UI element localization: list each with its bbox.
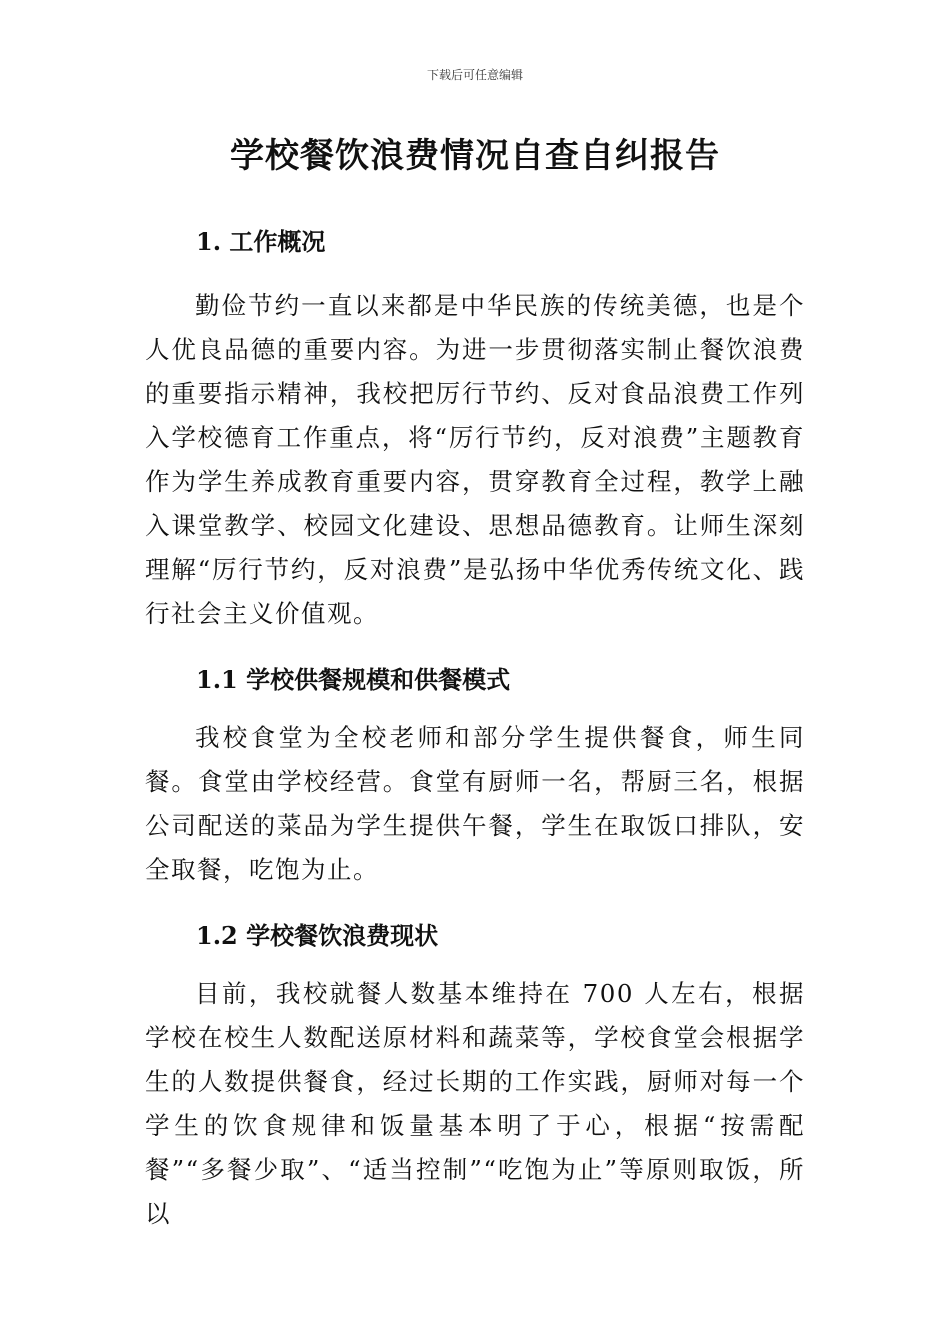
paragraph-waste-status: 目前，我校就餐人数基本维持在 700 人左右，根据学校在校生人数配送原材料和蔬菜等，学校食堂会根据学生的人数提供餐食，经过长期的工作实践，厨师对每一个学生的饮食规律和饭量基本明了于心，根据“按需配餐”“多餐少取”、“适当控制”“吃饱为止”等原则取饭，所以 [145,979,805,1228]
section-heading-catering-scale: 1.1 学校供餐规模和供餐模式 [196,665,511,694]
document-title: 学校餐饮浪费情况自查自纠报告 [230,136,720,176]
header-note: 下载后可任意编辑 [426,68,523,82]
section-heading-work-overview: 1. 工作概况 [196,227,326,256]
section-heading-waste-status: 1.2 学校餐饮浪费现状 [196,921,439,950]
paragraph-work-overview: 勤俭节约一直以来都是中华民族的传统美德，也是个人优良品德的重要内容。为进一步贯彻落实制止餐饮浪费的重要指示精神，我校把厉行节约、反对食品浪费工作列入学校德育工作重点，将“厉行节约，反对浪费”主题教育作为学生养成教育重要内容，贯穿教育全过程，教学上融入课堂教学、校园文化建设、思想品德教育。让师生深刻理解“厉行节约，反对浪费”是弘扬中华优秀传统文化、践行社会主义价值观。 [145,291,805,628]
paragraph-catering-scale: 我校食堂为全校老师和部分学生提供餐食，师生同餐。食堂由学校经营。食堂有厨师一名，帮厨三名，根据公司配送的菜品为学生提供午餐，学生在取饭口排队，安全取餐，吃饱为止。 [145,723,805,884]
